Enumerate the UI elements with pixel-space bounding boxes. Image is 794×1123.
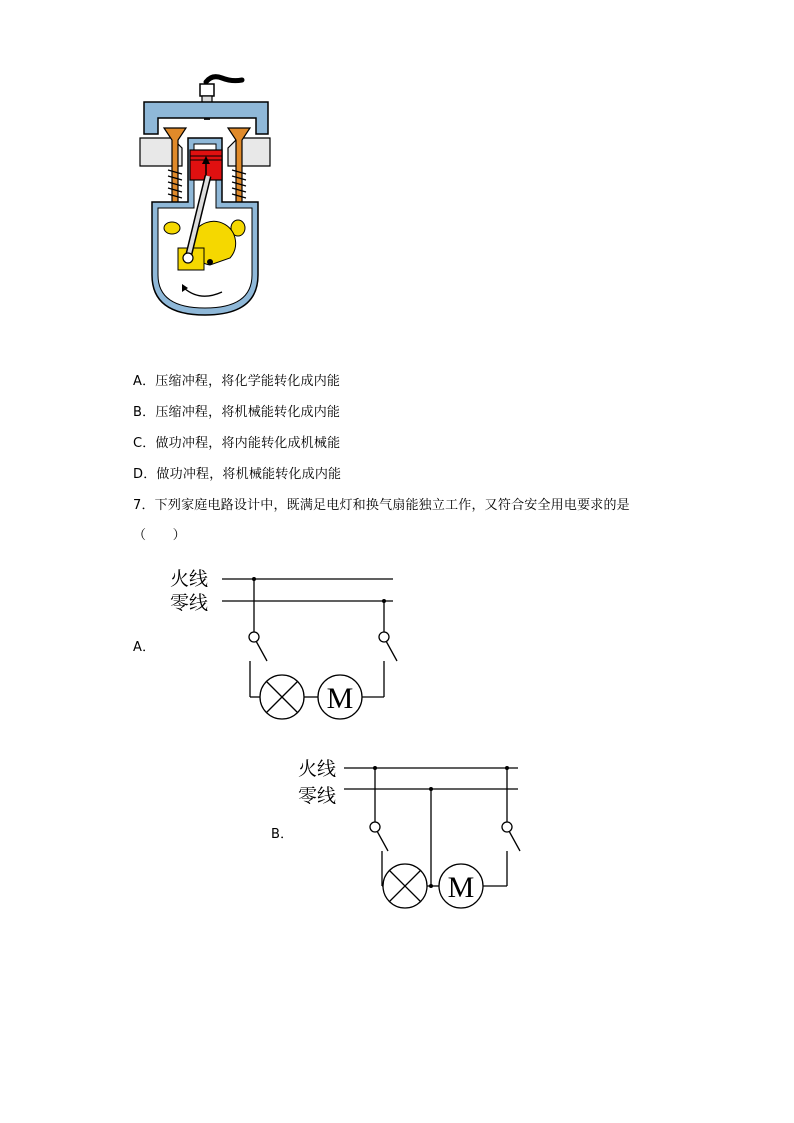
circuit-a-motor-label: M	[326, 682, 354, 715]
circuit-a-diagram	[160, 560, 410, 730]
circuit-b-diagram	[290, 752, 530, 922]
option-c	[133, 432, 340, 451]
circuit-a-label: A．	[133, 640, 156, 655]
option-d	[133, 463, 341, 482]
question-7-number: 7．	[133, 498, 155, 513]
circuit-b-motor-label: M	[447, 871, 475, 904]
option-b	[133, 401, 340, 420]
question-7-text: 下列家庭电路设计中，既满足电灯和换气扇能独立工作，又符合安全用电要求的是	[154, 498, 630, 513]
option-a-text: 压缩冲程，将化学能转化成内能	[155, 374, 341, 389]
option-b-letter: B．	[133, 405, 156, 420]
circuit-a-live-label: 火线	[170, 568, 209, 590]
option-c-letter: C．	[133, 436, 156, 451]
circuit-b-label: B．	[271, 827, 294, 842]
engine-diagram	[130, 70, 280, 320]
option-d-letter: D．	[133, 467, 157, 482]
option-c-text: 做功冲程，将内能转化成机械能	[155, 436, 341, 451]
option-a	[133, 370, 340, 389]
question-7	[133, 494, 630, 513]
circuit-b-neutral-label: 零线	[298, 785, 337, 807]
option-b-text: 压缩冲程，将机械能转化成内能	[155, 405, 341, 420]
option-d-text: 做功冲程，将机械能转化成内能	[156, 467, 342, 482]
option-a-letter: A．	[133, 374, 156, 389]
question-7-blank: （ ）	[133, 528, 186, 543]
circuit-b-live-label: 火线	[298, 758, 337, 780]
circuit-a-neutral-label: 零线	[170, 592, 209, 614]
